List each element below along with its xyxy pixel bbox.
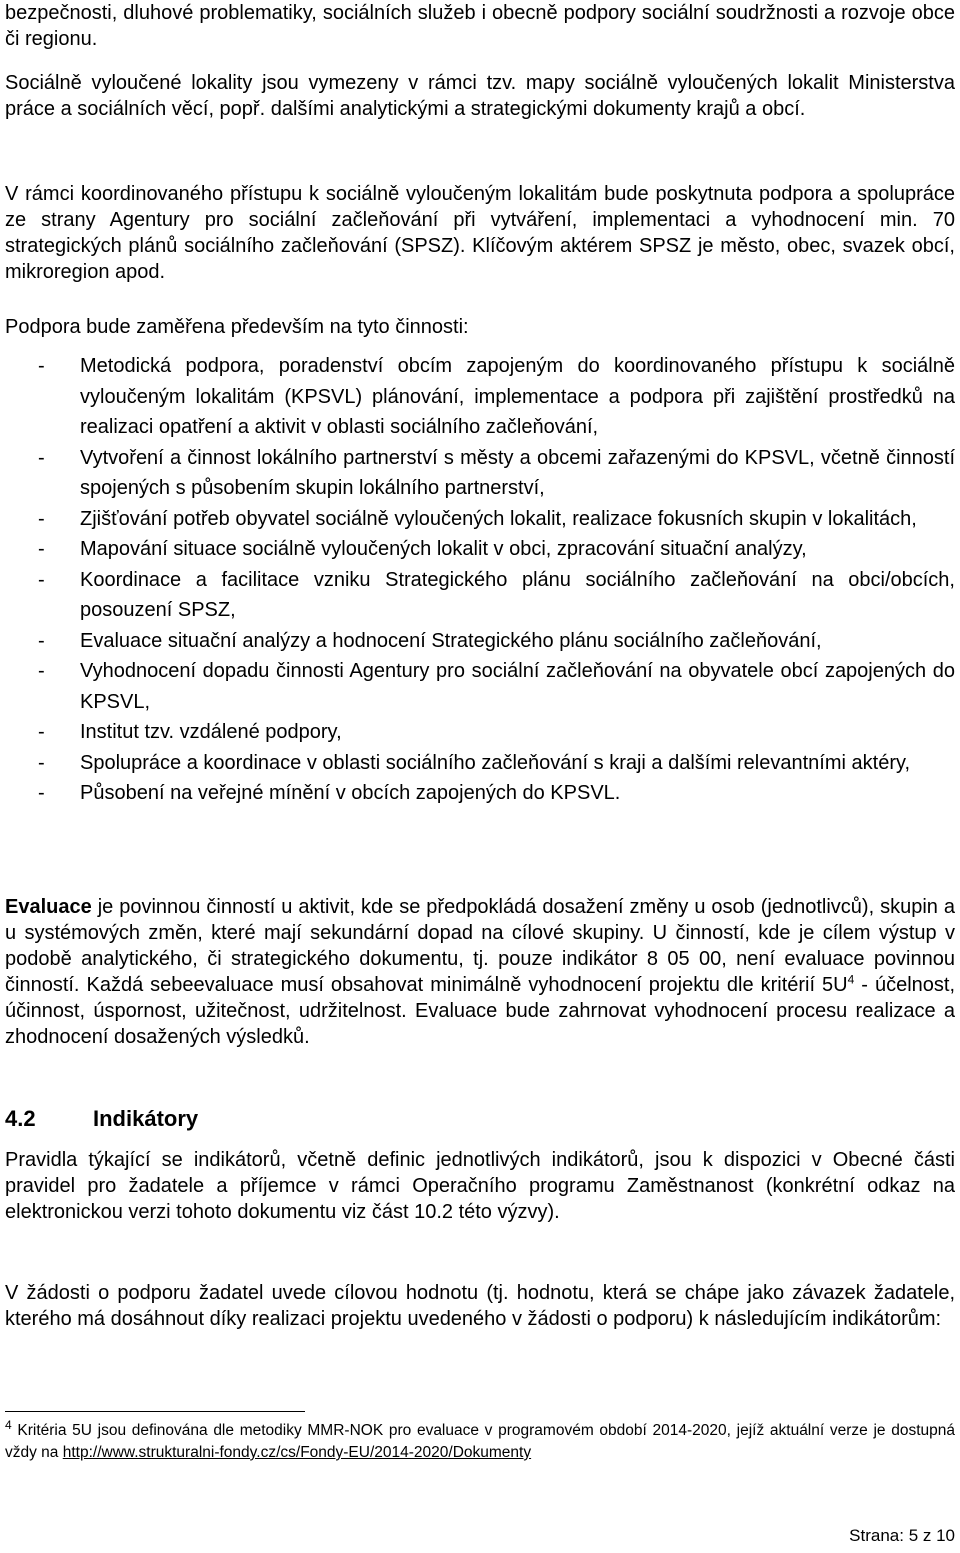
section-heading	[5, 1104, 198, 1134]
list-item	[5, 565, 955, 626]
section-number: 4.2	[5, 1106, 36, 1131]
page-number: Strana: 5 z 10	[849, 1526, 955, 1545]
list-item	[5, 626, 955, 657]
paragraph-indicator-rules: Pravidla týkající se indikátorů, včetně definic jednotlivých indikátorů, jsou k dispozici v Obecné části pravidel pro žadatele a příjemce v rámci Operačního programu Zaměstnanost (konkrétní odkaz na elektronickou verzi tohoto dokumentu viz část 10.2 této výzvy).	[5, 1149, 955, 1223]
list-item	[5, 351, 955, 443]
list-item	[5, 778, 955, 809]
paragraph-support-intro: Podpora bude zaměřena především na tyto činnosti:	[5, 316, 469, 338]
bullet-dash: -	[38, 629, 45, 652]
list-item-text: Spolupráce a koordinace v oblasti sociálního začleňování s kraji a dalšími relevantními aktéry,	[80, 751, 911, 774]
list-item-text: Institut tzv. vzdálené podpory,	[80, 721, 342, 743]
list-item-text: Vytvoření a činnost lokálního partnerství s městy a obcemi zařazenými do KPSVL, včetně činností spojených s působením skupin lokálního partnerství,	[80, 446, 955, 499]
bullet-dash: -	[38, 721, 45, 743]
paragraph-excluded-localities-map: Sociálně vyloučené lokality jsou vymezeny v rámci tzv. mapy sociálně vyloučených lokalit Ministerstva práce a sociálních věcí, popř. dalšími analytickými a strategickými dokumenty krajů a obcí.	[5, 72, 955, 120]
list-item	[5, 534, 955, 565]
list-item-text: Působení na veřejné mínění v obcích zapojených do KPSVL.	[80, 782, 621, 804]
footnote-link[interactable]: http://www.strukturalni-fondy.cz/cs/Fondy-EU/2014-2020/Dokumenty	[62, 1444, 532, 1461]
list-item	[5, 504, 955, 535]
list-item	[5, 748, 955, 779]
list-item-text: Zjišťování potřeb obyvatel sociálně vyloučených lokalit, realizace fokusních skupin v lokalitách,	[80, 507, 917, 530]
bullet-dash: -	[38, 782, 45, 804]
section-title: Indikátory	[93, 1106, 199, 1131]
paragraph-continuation: bezpečnosti, dluhové problematiky, sociálních služeb i obecně podpory sociální soudržnosti a rozvoje obce či regionu.	[5, 2, 955, 50]
bullet-dash: -	[38, 355, 45, 377]
bullet-dash: -	[38, 446, 45, 469]
activities-list	[5, 351, 955, 809]
paragraph-coordinated-approach: V rámci koordinovaného přístupu k sociálně vyloučeným lokalitám bude poskytnuta podpora a spolupráce ze strany Agentury pro sociální začleňování při vytváření, implementaci a vyhodnocení min. 70 strategických plánů sociálního začleňování (SPSZ). Klíčovým aktérem SPSZ je město, obec, svazek obcí, mikroregion apod.	[5, 183, 955, 283]
paragraph-target-value: V žádosti o podporu žadatel uvede cílovou hodnotu (tj. hodnotu, která se chápe jako závazek žadatele, kterého má dosáhnout díky realizaci projektu uvedeného v žádosti o podporu) k následujícím indikátorům:	[5, 1282, 955, 1330]
bullet-dash: -	[38, 507, 45, 530]
list-item-text: Mapování situace sociálně vyloučených lokalit v obci, zpracování situační analýzy,	[80, 538, 807, 560]
bullet-dash: -	[38, 568, 45, 591]
bullet-dash: -	[38, 660, 45, 682]
bullet-dash: -	[38, 751, 45, 774]
footnote-separator	[5, 1411, 305, 1412]
footnote-reference: 4	[847, 972, 855, 987]
list-item	[5, 717, 955, 748]
list-item	[5, 443, 955, 504]
evaluation-text-1: je povinnou činností u aktivit, kde se předpokládá dosažení změny u osob (jednotlivců), skupin a u systémových změn, které mají sekundární dopad na cílové skupiny. U činností, kde je cílem výstup v podobě analytického, či strategického dokumentu, tj. pouze indikátor 8 05 00, není evaluace povinnou činností. Každá sebeevaluace musí obsahovat minimálně vyhodnocení projektu dle kritérií 5U	[5, 896, 955, 996]
footnote	[5, 1417, 955, 1464]
list-item-text: Vyhodnocení dopadu činnosti Agentury pro sociální začleňování na obyvatele obcí zapojených do KPSVL,	[80, 660, 955, 713]
list-item	[5, 656, 955, 717]
evaluation-term: Evaluace	[5, 896, 92, 918]
list-item-text: Metodická podpora, poradenství obcím zapojeným do koordinovaného přístupu k sociálně vyloučeným lokalitám (KPSVL) plánování, implementace a podpora při zajištění prostředků na realizaci opatření a aktivit v oblasti sociálního začleňování,	[80, 355, 955, 438]
list-item-text: Koordinace a facilitace vzniku Strategického plánu sociálního začleňování na obci/obcích, posouzení SPSZ,	[80, 568, 955, 621]
bullet-dash: -	[38, 538, 45, 560]
evaluation-text-2: - účelnost, účinnost, úspornost, užitečnost, udržitelnost. Evaluace bude zahrnovat vyhodnocení procesu realizace a zhodnocení dosažených výsledků.	[5, 974, 955, 1048]
paragraph-evaluation	[5, 894, 955, 1050]
list-item-text: Evaluace situační analýzy a hodnocení Strategického plánu sociálního začleňování,	[80, 629, 822, 652]
footnote-marker: 4	[5, 1417, 12, 1432]
footnote-text: Kritéria 5U jsou definována dle metodiky MMR-NOK pro evaluace v programovém období 2014-2020, jejíž aktuální verze je dostupná vždy na	[5, 1422, 955, 1461]
